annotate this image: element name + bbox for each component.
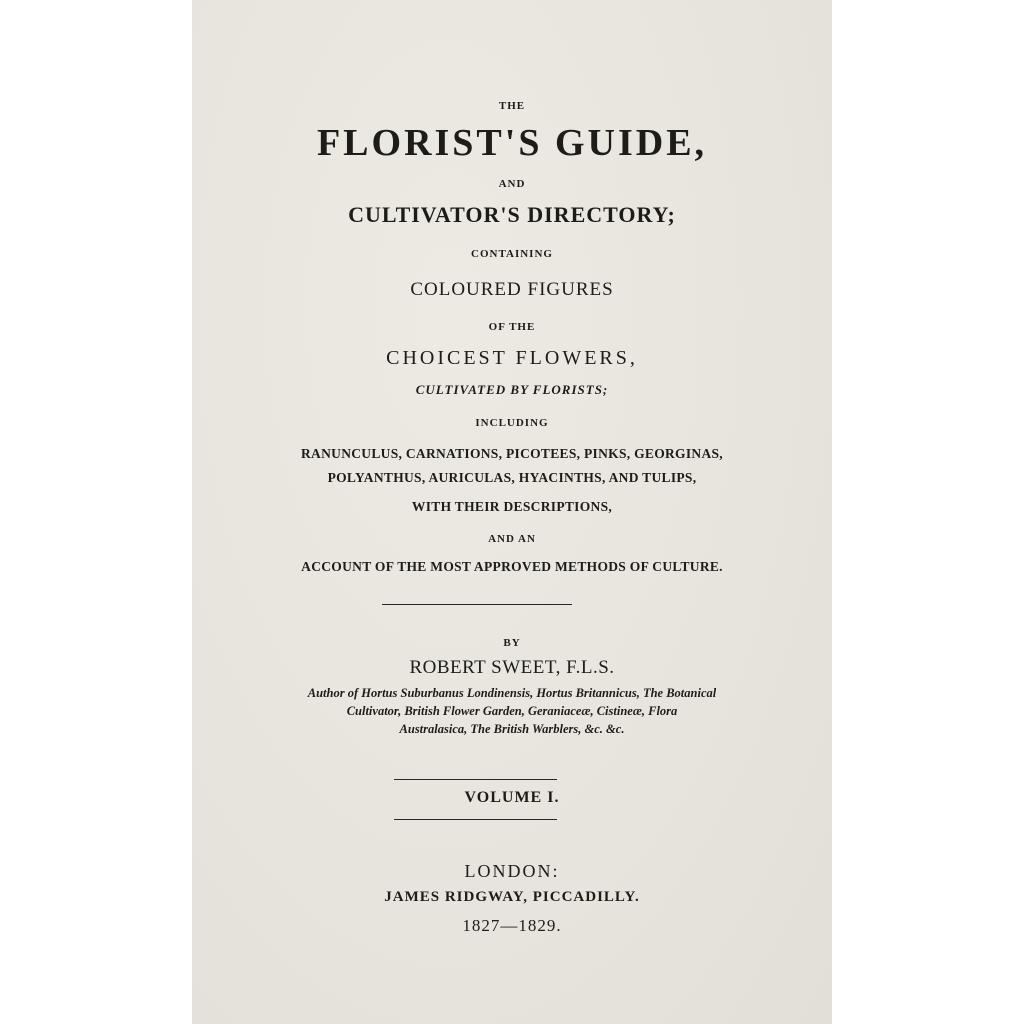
word-and: AND (498, 178, 526, 190)
word-containing: CONTAINING (471, 248, 553, 260)
word-by: BY (503, 637, 521, 649)
volume-rule-top (394, 779, 557, 780)
divider-rule (382, 604, 572, 605)
title-page (192, 0, 832, 1024)
author-credits-line-1: Author of Hortus Suburbanus Londinensis, Hortus Britannicus, The Botanical (307, 686, 717, 700)
word-and-an: AND AN (488, 533, 536, 545)
account-line: ACCOUNT OF THE MOST APPROVED METHODS OF CULTURE. (301, 559, 723, 574)
flower-list-line-1: RANUNCULUS, CARNATIONS, PICOTEES, PINKS, GEORGINAS, (301, 446, 723, 461)
author-credits-line-3: Australasica, The British Warblers, &c. &c. (399, 722, 625, 736)
imprint-city: LONDON: (464, 861, 560, 881)
coloured-figures: COLOURED FIGURES (410, 279, 614, 300)
imprint-years: 1827—1829. (462, 916, 562, 935)
author-name: ROBERT SWEET, F.L.S. (409, 657, 615, 678)
imprint-publisher: JAMES RIDGWAY, PICCADILLY. (384, 889, 640, 905)
cultivated-by-florists: CULTIVATED BY FLORISTS; (415, 382, 609, 397)
main-title: FLORIST'S GUIDE, (316, 122, 708, 164)
choicest-flowers: CHOICEST FLOWERS, (386, 347, 638, 369)
volume-number: VOLUME I. (464, 789, 560, 806)
author-credits-line-2: Cultivator, British Flower Garden, Geraniaceæ, Cistineæ, Flora (346, 704, 678, 718)
word-including: INCLUDING (475, 417, 549, 429)
subtitle: CULTIVATOR'S DIRECTORY; (348, 202, 676, 227)
volume-rule-bottom (394, 819, 557, 820)
word-of-the: OF THE (488, 321, 536, 333)
descriptions-line: WITH THEIR DESCRIPTIONS, (411, 499, 613, 514)
word-the: THE (498, 100, 526, 112)
flower-list-line-2: POLYANTHUS, AURICULAS, HYACINTHS, AND TULIPS, (327, 470, 697, 485)
